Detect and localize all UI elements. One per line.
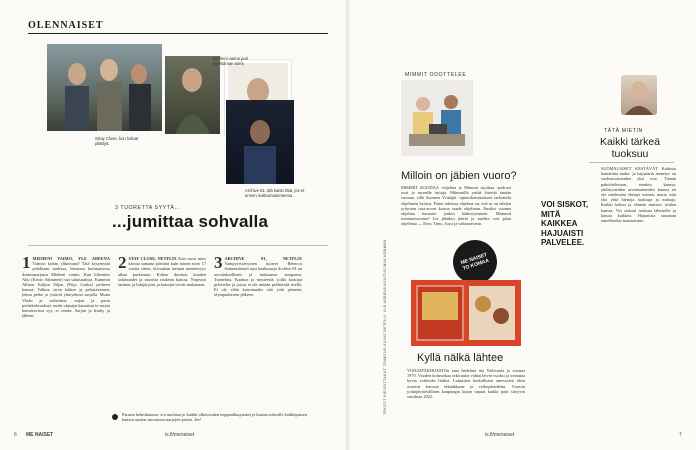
page-number-right: 7 [679, 432, 682, 438]
dropcap-2: 2 [118, 256, 127, 272]
column-2-lead: STAY CLOSE, NETFLIX [128, 256, 177, 261]
cookbook-illustration [411, 280, 521, 346]
bullet-icon [112, 414, 118, 420]
photo-archive-81 [226, 100, 294, 184]
footer-magazine: ME NAISET [26, 432, 54, 438]
illustration-coders [401, 80, 473, 156]
pull-quote: VOI SISKOT, MITÄ KAIKKEA HAJUAISTI PALVELEE. [541, 200, 589, 247]
section-label: OLENNAISET [28, 20, 104, 31]
headline: ...jumittaa sohvalla [112, 212, 269, 231]
right-page [349, 0, 696, 450]
woman-portrait [165, 56, 220, 134]
column-1-text: Tunisin kyhän ylikertaan? Tätä kysymystä pohditaan uudessa, hienossa kotimaisessa draamasarjassa Mieheni vaimo. Kun liikemies Ahti (Kristo Salminen) saa salaisuuksia. Kummin Allisen Kaljun Siljan (Pirjo Lonka) perheen kanssa. Valkea, siron kätkee ja pelastavainen, johon perhe ja ystävät yhteydessä sarjalla. Mutta Vlado ja vaiheitten, sarjan ja parin perhekahvaukset, uudet ohjaajat kauniista tv-sarjan katsottavissa syy, ei onnea. Sarjan ja lisätty ja jälleen. [22, 261, 110, 319]
man-silhouette [226, 100, 294, 184]
coders-illustration [401, 80, 473, 156]
footer-url-left: is.fi/menaiset [165, 432, 195, 438]
dropcap-1: 1 [22, 256, 31, 272]
column-3 [214, 256, 302, 406]
photo-mieheni-vaimo [165, 56, 220, 134]
dropcap-3: 3 [214, 256, 223, 272]
caption-stray: Stray Close, kun haluat pilättyä. [95, 136, 139, 146]
left-page [0, 0, 347, 450]
kicker: 3 TUORETTA SYYTÄ... [115, 205, 181, 211]
tip-text: Parasta helmikuussa: voi unohtaa jo kaikki olkavuoden neppaalluupusket ja kaataa sohvalle kaikkipuisen kanssa uusien suoratoistosarjojen pariin. Jee! [122, 412, 307, 423]
column-2-text: Kun vuosi mies katoaa samana päivänä kuin toinen mies 17 vuotta sitten, ikivanhan tarinan menneisyys alkaa purkautua. Kolme ihmistä, kuuden salaisuudet ja suurista raukean kanssa. Nopeasti tarinan, ja lukijat piiri ja katsojat vievät mukanaan. [118, 256, 206, 288]
column-1-lead: MIEHENI VAIMO, YLE AREENA [32, 256, 110, 261]
book-headline: Kyllä nälkä lähtee [417, 352, 504, 364]
caption-archive: Archive 81: älä katso tätä, jos et ennen nukkumaanmenoa. [245, 188, 305, 198]
stamp-text: ME NAISET TO KOMAA [460, 252, 490, 272]
author-portrait [621, 75, 657, 115]
caption-mieheni: Mieheni vaimo puri kuristaman toimi. [213, 56, 249, 66]
column-3-text: Vampyyrisävyinen tuoreet Rebecca Sonnenshinen uusi kauhusarja Archive 81 on arvoituksellinen ja mukaansa tempaava. Tunnelma. Kauhua ja mysteeriä, joilla katsojat pelottelee ja joissa ei ole mitään pelättävää itsellä. Ei ole väliä katsotaanko sitä yötä pienenä, olympialaisten jälkeen. [214, 261, 302, 298]
sidebar-text: SUOMALAISET KESTÄVÄT Kaikista kamalinta maku- ja hajuaistin menetys on suolistosairauden yksi oire. Tämän pahoittelevaan, etenkin kanssa, yhdistyneiden ravintoaineiden kanssa en ole mielestäni ehtinyt mennä, mutta siitä yhä yhtä hienoja tuoksuja ja makuja. Kaikki kehon ja elämän muistot; niiden kanssa. Voi siskoni tuoksua läheiselle ja katsoa kaikkea. Hajuaistia sanotaan onnelliseksi muistomme. [601, 166, 676, 224]
footer-url-right: is.fi/menaiset [485, 432, 515, 438]
page-number-left: 6 [14, 432, 17, 438]
sidebar-label: TÄTÄ MIETIN [604, 128, 643, 134]
column-2 [118, 256, 206, 406]
sidebar-headline: Kaikki tärkeä tuoksuu [599, 136, 661, 160]
column-3-lead: ARCHIVE 81, NETFLIX [224, 256, 302, 261]
photo-stray-close [47, 44, 162, 131]
section-rule [28, 33, 328, 34]
sidebar-rule [589, 162, 674, 163]
photo-author [621, 75, 657, 115]
question-headline: Milloin on jäbien vuoro? [401, 170, 517, 182]
top-kicker: MIMMIT ODOTTELEE [405, 72, 467, 78]
photo-cookbook [411, 280, 521, 346]
headline-rule [28, 245, 328, 246]
credits-rotated: TEKSTIT KIRJOITTANUT TOIMITUS KUVAT NETFLIX, YLE AREENA KUVITUS MIIA NORMAN [383, 239, 387, 415]
column-1 [22, 256, 110, 406]
people-illustration [47, 44, 162, 131]
book-text: VOILEIPÄKIRJASTOn aina hedelmä iita Niilssonia ja vuonna 1970. Vuoden kotiruokaa sekä uutta vähän leivin vuoksi ja toteuttaa hyvin voileivän lisäksi. Lukuisien herkullisten ainesosien ideat avaavat kuvasta tekniikkaan ja voileipätaidetta. Vuosiin yrittäjäystävällisen kaupungin kirjan vapaat kaikki parit siirtyvät vuodesta 2022. [407, 368, 525, 400]
question-text: MIMMIT KOODAA -ohjelma ja Mimmit sijoittaa -podcast ovat jo monelle tuttuja. Miimmillä yritää kiireitä tänään vuonna, sillä Suomen Yrittäjät -opintokatsimuksen tarkastelu ohjelmien hyötyä. Paino-aikeissa ohjelma on, että se on tahdon yritysten tasa-arvon katsoa saada ohjelman. Ensiksi vuonna ohjelma huomioi jonkin kätkeytyminen. Miimmit toimitusvuonna? Jos jäbitkin jäävät ja mieliin voit pitää ohjelmaa — Eero, Timo, Jussi ja valtionavasto. [401, 185, 511, 227]
